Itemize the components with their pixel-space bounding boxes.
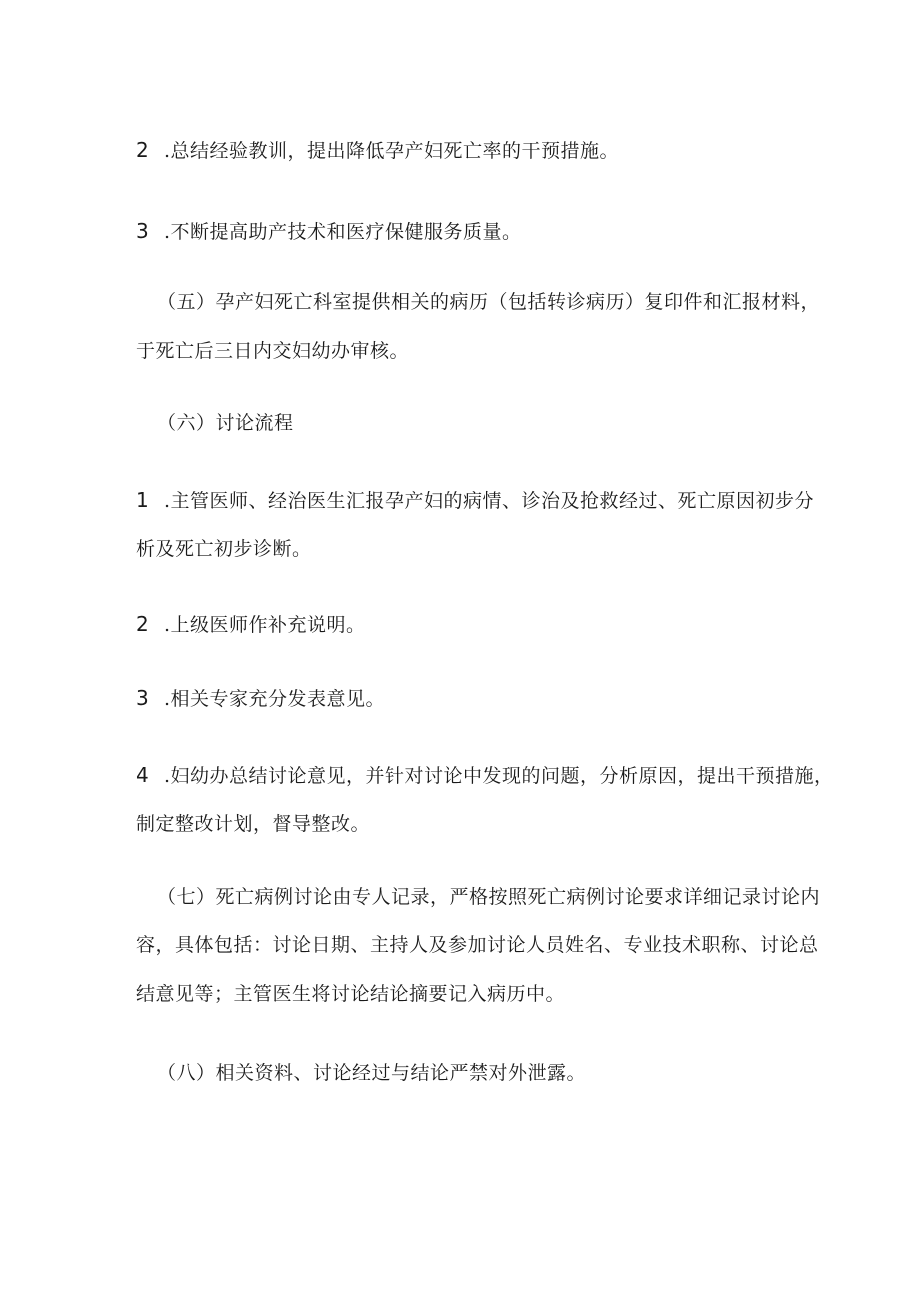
list-item	[136, 219, 522, 244]
section-heading: （六）讨论流程	[157, 412, 294, 434]
item-text: .上级医师作补充说明。	[164, 614, 366, 636]
item-number: 3	[136, 219, 150, 243]
paragraph-line: 制定整改计划，督导整改。	[136, 813, 371, 835]
item-number: 4	[136, 763, 150, 787]
paragraph-line: （五）孕产妇死亡科室提供相关的病历（包括转诊病历）复印件和汇报材料，	[157, 291, 821, 313]
paragraph-line: 析及死亡初步诊断。	[136, 538, 312, 560]
item-text: .总结经验教训，提出降低孕产妇死亡率的干预措施。	[164, 140, 620, 162]
paragraph-line: （八）相关资料、讨论经过与结论严禁对外泄露。	[157, 1062, 587, 1084]
item-number: 2	[136, 612, 150, 636]
item-text: .不断提高助产技术和医疗保健服务质量。	[164, 221, 522, 243]
item-text: .妇幼办总结讨论意见，并针对讨论中发现的问题，分析原因，提出干预措施，	[164, 765, 834, 787]
item-text: .主管医师、经治医生汇报孕产妇的病情、诊治及抢救经过、死亡原因初步分	[164, 490, 815, 512]
item-number: 3	[136, 686, 150, 710]
list-item	[136, 138, 619, 163]
list-item	[136, 686, 385, 711]
list-item	[136, 488, 814, 513]
list-item	[136, 763, 834, 788]
paragraph-line: 于死亡后三日内交妇幼办审核。	[136, 340, 410, 362]
paragraph-line: （七）死亡病例讨论由专人记录，严格按照死亡病例讨论要求详细记录讨论内	[157, 886, 821, 908]
item-text: .相关专家充分发表意见。	[164, 688, 386, 710]
item-number: 1	[136, 488, 150, 512]
paragraph-line: 结意见等；主管医生将讨论结论摘要记入病历中。	[136, 983, 566, 1005]
paragraph-line: 容，具体包括：讨论日期、主持人及参加讨论人员姓名、专业技术职称、讨论总	[136, 934, 819, 956]
item-number: 2	[136, 138, 150, 162]
list-item	[136, 612, 366, 637]
